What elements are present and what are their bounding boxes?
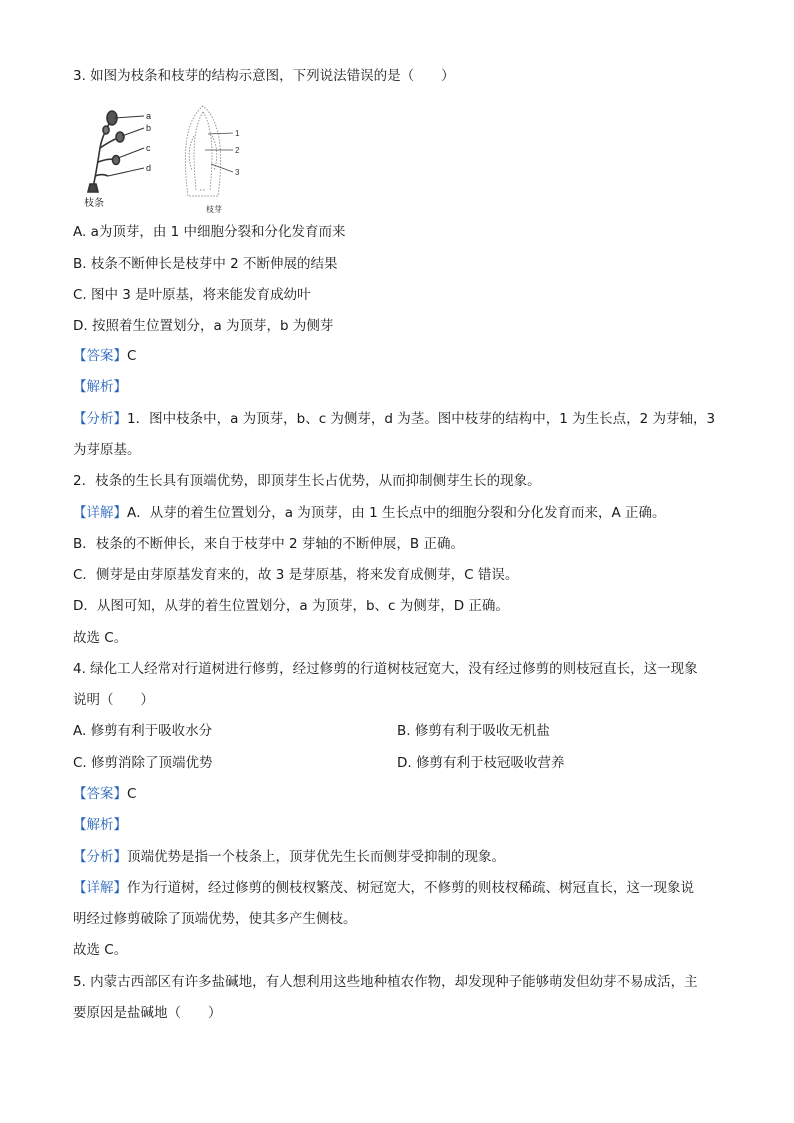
branch-label-b: b — [146, 123, 152, 133]
q4-option-c: C. 修剪消除了顶端优势 — [73, 755, 213, 771]
q3-answer-tag: 【答案】 — [73, 348, 127, 364]
q5-stem-1: 5. 内蒙古西部区有许多盐碱地，有人想利用这些地种植农作物，却发现种子能够萌发但幼芽不易成活，主 — [73, 974, 698, 990]
q3-xiangjie-c: C．侧芽是由芽原基发育来的，故 3 是芽原基，将来发育成侧芽，C 错误。 — [73, 567, 519, 583]
branch-caption: 枝条 — [84, 198, 104, 209]
q3-stem: 3. 如图为枝条和枝芽的结构示意图，下列说法错误的是（ ） — [73, 68, 455, 84]
branch-label-d: d — [146, 163, 152, 173]
branch-label-a: a — [146, 111, 152, 121]
bud-label-1: 1 — [235, 129, 240, 138]
q3-fenxi-2: 2．枝条的生长具有顶端优势，即顶芽生长占优势，从而抑制侧芽生长的现象。 — [73, 473, 541, 489]
q4-analysis-tag: 【解析】 — [73, 817, 127, 833]
q3-fenxi-1-cont: 为芽原基。 — [73, 442, 141, 458]
q3-xiangjie-tag: 【详解】 — [73, 505, 127, 521]
q3-option-b: B. 枝条不断伸长是枝芽中 2 不断伸展的结果 — [73, 256, 338, 272]
bud-drawing — [185, 106, 220, 196]
q3-xiangjie-a: 【详解】A．从芽的着生位置划分，a 为顶芽，由 1 生长点中的细胞分裂和分化发育而来，A 正确。 — [73, 505, 666, 521]
q5-stem-2: 要原因是盐碱地（ ） — [73, 1005, 222, 1021]
q4-answer-tag: 【答案】 — [73, 786, 127, 802]
q3-xiangjie-d: D．从图可知，从芽的着生位置划分，a 为顶芽，b、c 为侧芽，D 正确。 — [73, 598, 509, 614]
q4-option-b: B. 修剪有利于吸收无机盐 — [397, 723, 550, 739]
q4-xiangjie-1: 【详解】作为行道树，经过修剪的侧枝杈繁茂、树冠宽大，不修剪的则枝杈稀疏、树冠直长，这一现象说 — [73, 880, 694, 896]
q3-option-c: C. 图中 3 是叶原基，将来能发育成幼叶 — [73, 287, 311, 303]
q4-conclusion: 故选 C。 — [73, 942, 128, 958]
q4-fenxi: 【分析】顶端优势是指一个枝条上，顶芽优先生长而侧芽受抑制的现象。 — [73, 849, 505, 865]
q3-answer-line — [73, 346, 136, 366]
bud-caption: 枝芽 — [206, 205, 222, 214]
q3-xiangjie-b: B．枝条的不断伸长，来自于枝芽中 2 芽轴的不断伸展，B 正确。 — [73, 536, 464, 552]
q3-answer: C — [127, 348, 137, 364]
q3-fenxi-1: 【分析】1．图中枝条中，a 为顶芽，b、c 为侧芽，d 为茎。图中枝芽的结构中，1 为生长点，2 为芽轴，3 — [73, 411, 716, 427]
q4-answer-line — [73, 784, 136, 804]
branch-label-c: c — [146, 143, 151, 153]
q3-conclusion: 故选 C。 — [73, 630, 128, 646]
q3-option-a: A. a为顶芽，由 1 中细胞分裂和分化发育而来 — [73, 224, 346, 240]
branch-drawing — [88, 111, 144, 192]
q4-option-a: A. 修剪有利于吸收水分 — [73, 723, 213, 739]
bud-label-3: 3 — [235, 168, 240, 177]
q4-xiangjie-2: 明经过修剪破除了顶端优势，使其多产生侧枝。 — [73, 911, 357, 927]
q4-stem-2: 说明（ ） — [73, 692, 154, 708]
q3-analysis-tag: 【解析】 — [73, 379, 127, 395]
bud-label-2: 2 — [235, 146, 240, 155]
q4-option-d: D. 修剪有利于枝冠吸收营养 — [397, 755, 565, 771]
q4-xiangjie-tag: 【详解】 — [73, 880, 127, 896]
q3-option-d: D. 按照着生位置划分，a 为顶芽，b 为侧芽 — [73, 318, 334, 334]
q4-stem-1: 4. 绿化工人经常对行道树进行修剪，经过修剪的行道树枝冠宽大，没有经过修剪的则枝冠直长，这一现象 — [73, 661, 698, 677]
q3-fenxi-tag: 【分析】 — [73, 411, 127, 427]
q4-fenxi-tag: 【分析】 — [73, 849, 127, 865]
q4-answer: C — [127, 786, 137, 802]
q3-figure — [78, 100, 268, 218]
